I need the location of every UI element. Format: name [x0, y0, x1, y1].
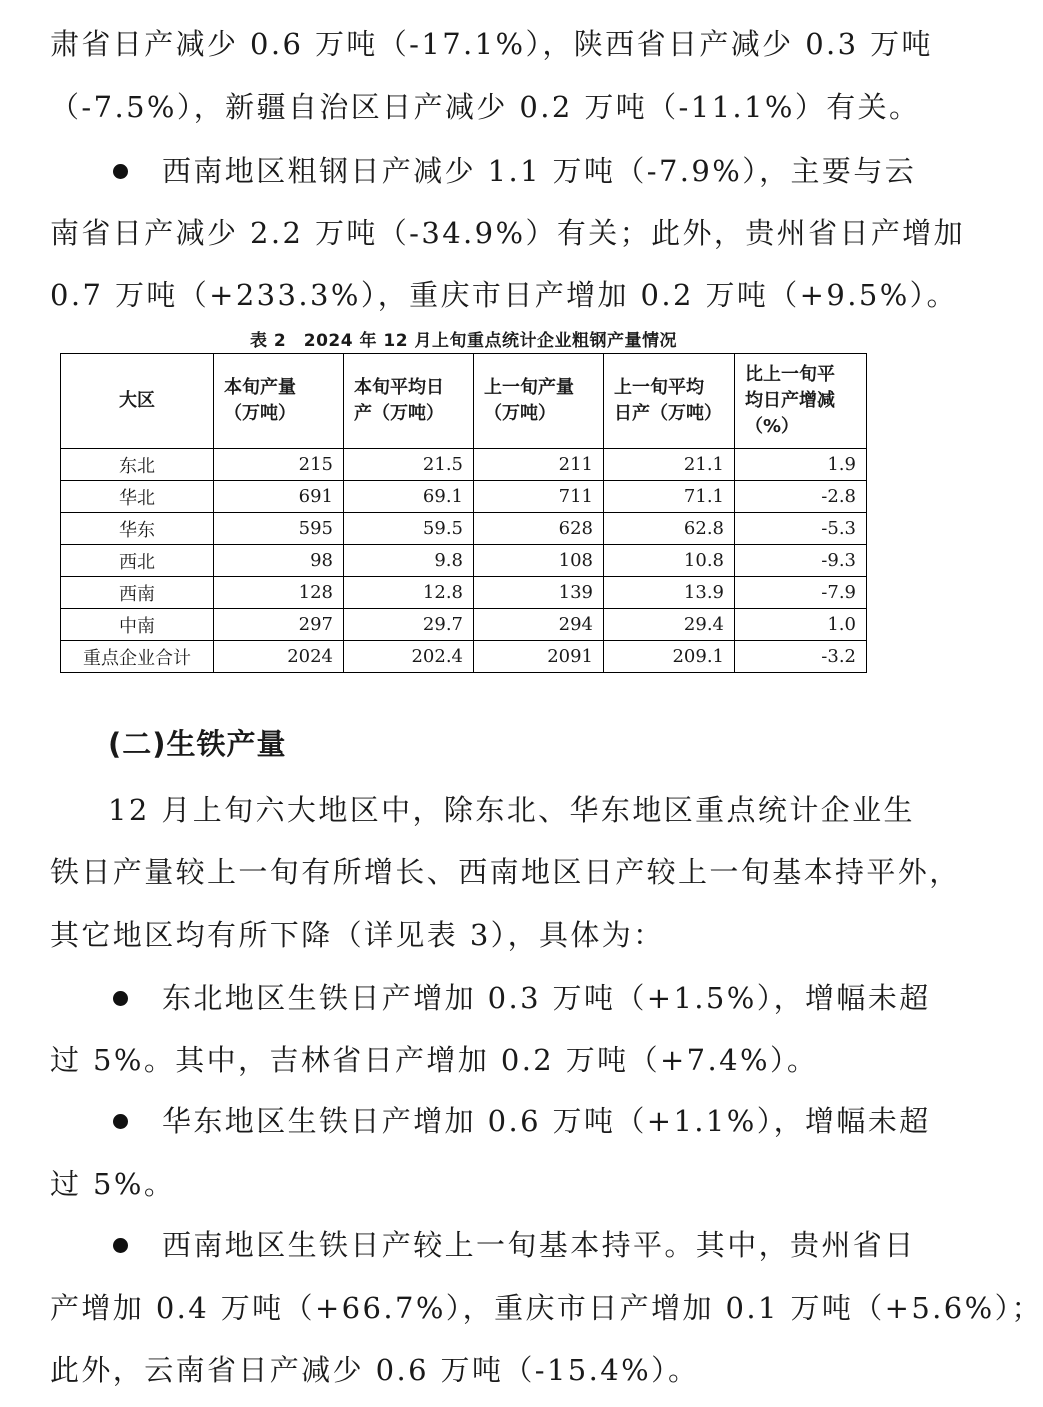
- value-cell: 29.7: [344, 609, 474, 641]
- value-cell: 9.8: [344, 545, 474, 577]
- crude-steel-table: [60, 353, 867, 673]
- value-cell: 211: [474, 449, 604, 481]
- value-cell: 108: [474, 545, 604, 577]
- paragraph-line: 华东地区生铁日产增加 0.6 万吨（+1.1%），增幅未超: [162, 1104, 931, 1138]
- value-cell: 297: [214, 609, 344, 641]
- value-cell: -7.9: [735, 577, 867, 609]
- section-heading: (二)生铁产量: [108, 727, 287, 761]
- value-cell: 215: [214, 449, 344, 481]
- header-region: 大区: [61, 354, 214, 449]
- region-cell: 东北: [61, 449, 214, 481]
- value-cell: 10.8: [604, 545, 735, 577]
- value-cell: 21.5: [344, 449, 474, 481]
- table-row: [61, 577, 867, 609]
- value-cell: 98: [214, 545, 344, 577]
- value-cell: -2.8: [735, 481, 867, 513]
- bullet-dot: [113, 164, 128, 179]
- table-row: [61, 449, 867, 481]
- paragraph-line: 12 月上旬六大地区中，除东北、华东地区重点统计企业生: [108, 793, 915, 827]
- paragraph-line: 铁日产量较上一旬有所增长、西南地区日产较上一旬基本持平外，: [50, 855, 961, 889]
- header-prev-output: 上一旬产量 （万吨）: [474, 354, 604, 449]
- value-cell: 628: [474, 513, 604, 545]
- value-cell: 595: [214, 513, 344, 545]
- paragraph-line: 南省日产减少 2.2 万吨（-34.9%）有关；此外，贵州省日产增加: [50, 216, 966, 250]
- table-header-row: [61, 354, 867, 449]
- paragraph-line: 此外，云南省日产减少 0.6 万吨（-15.4%）。: [50, 1353, 700, 1387]
- value-cell: -5.3: [735, 513, 867, 545]
- header-period-output: 本旬产量 （万吨）: [214, 354, 344, 449]
- table-caption: 表 2 2024 年 12 月上旬重点统计企业粗钢产量情况: [250, 331, 677, 351]
- value-cell: 2091: [474, 641, 604, 673]
- paragraph-line: （-7.5%），新疆自治区日产减少 0.2 万吨（-11.1%）有关。: [50, 90, 921, 124]
- value-cell: 294: [474, 609, 604, 641]
- value-cell: 21.1: [604, 449, 735, 481]
- value-cell: 202.4: [344, 641, 474, 673]
- bullet-dot: [113, 1114, 128, 1129]
- table-row: [61, 609, 867, 641]
- value-cell: 59.5: [344, 513, 474, 545]
- region-cell: 华北: [61, 481, 214, 513]
- value-cell: 2024: [214, 641, 344, 673]
- paragraph-line: 过 5%。其中，吉林省日产增加 0.2 万吨（+7.4%）。: [50, 1043, 819, 1077]
- paragraph-line: 东北地区生铁日产增加 0.3 万吨（+1.5%），增幅未超: [162, 981, 931, 1015]
- value-cell: 13.9: [604, 577, 735, 609]
- region-cell: 中南: [61, 609, 214, 641]
- region-cell: 西南: [61, 577, 214, 609]
- region-cell: 重点企业合计: [61, 641, 214, 673]
- value-cell: 12.8: [344, 577, 474, 609]
- table-row-total: [61, 641, 867, 673]
- paragraph-line: 其它地区均有所下降（详见表 3），具体为：: [50, 918, 665, 952]
- paragraph-line: 西南地区粗钢日产减少 1.1 万吨（-7.9%），主要与云: [162, 154, 917, 188]
- paragraph-line: 肃省日产减少 0.6 万吨（-17.1%），陕西省日产减少 0.3 万吨: [50, 27, 933, 61]
- paragraph-line: 产增加 0.4 万吨（+66.7%），重庆市日产增加 0.1 万吨（+5.6%）；: [50, 1291, 1043, 1325]
- value-cell: 71.1: [604, 481, 735, 513]
- value-cell: 62.8: [604, 513, 735, 545]
- table-row: [61, 513, 867, 545]
- table-row: [61, 481, 867, 513]
- bullet-dot: [113, 991, 128, 1006]
- value-cell: 711: [474, 481, 604, 513]
- value-cell: 29.4: [604, 609, 735, 641]
- value-cell: 128: [214, 577, 344, 609]
- table-row: [61, 545, 867, 577]
- paragraph-line: 0.7 万吨（+233.3%），重庆市日产增加 0.2 万吨（+9.5%）。: [50, 278, 958, 312]
- value-cell: 1.9: [735, 449, 867, 481]
- value-cell: 69.1: [344, 481, 474, 513]
- value-cell: -3.2: [735, 641, 867, 673]
- paragraph-line: 过 5%。: [50, 1167, 176, 1201]
- value-cell: -9.3: [735, 545, 867, 577]
- value-cell: 1.0: [735, 609, 867, 641]
- header-prev-daily-avg: 上一旬平均 日产（万吨）: [604, 354, 735, 449]
- paragraph-line: 西南地区生铁日产较上一旬基本持平。其中，贵州省日: [162, 1228, 916, 1262]
- header-period-daily-avg: 本旬平均日 产（万吨）: [344, 354, 474, 449]
- value-cell: 139: [474, 577, 604, 609]
- region-cell: 西北: [61, 545, 214, 577]
- region-cell: 华东: [61, 513, 214, 545]
- header-daily-change-pct: 比上一旬平 均日产增减 （%）: [735, 354, 867, 449]
- value-cell: 209.1: [604, 641, 735, 673]
- bullet-dot: [113, 1238, 128, 1253]
- value-cell: 691: [214, 481, 344, 513]
